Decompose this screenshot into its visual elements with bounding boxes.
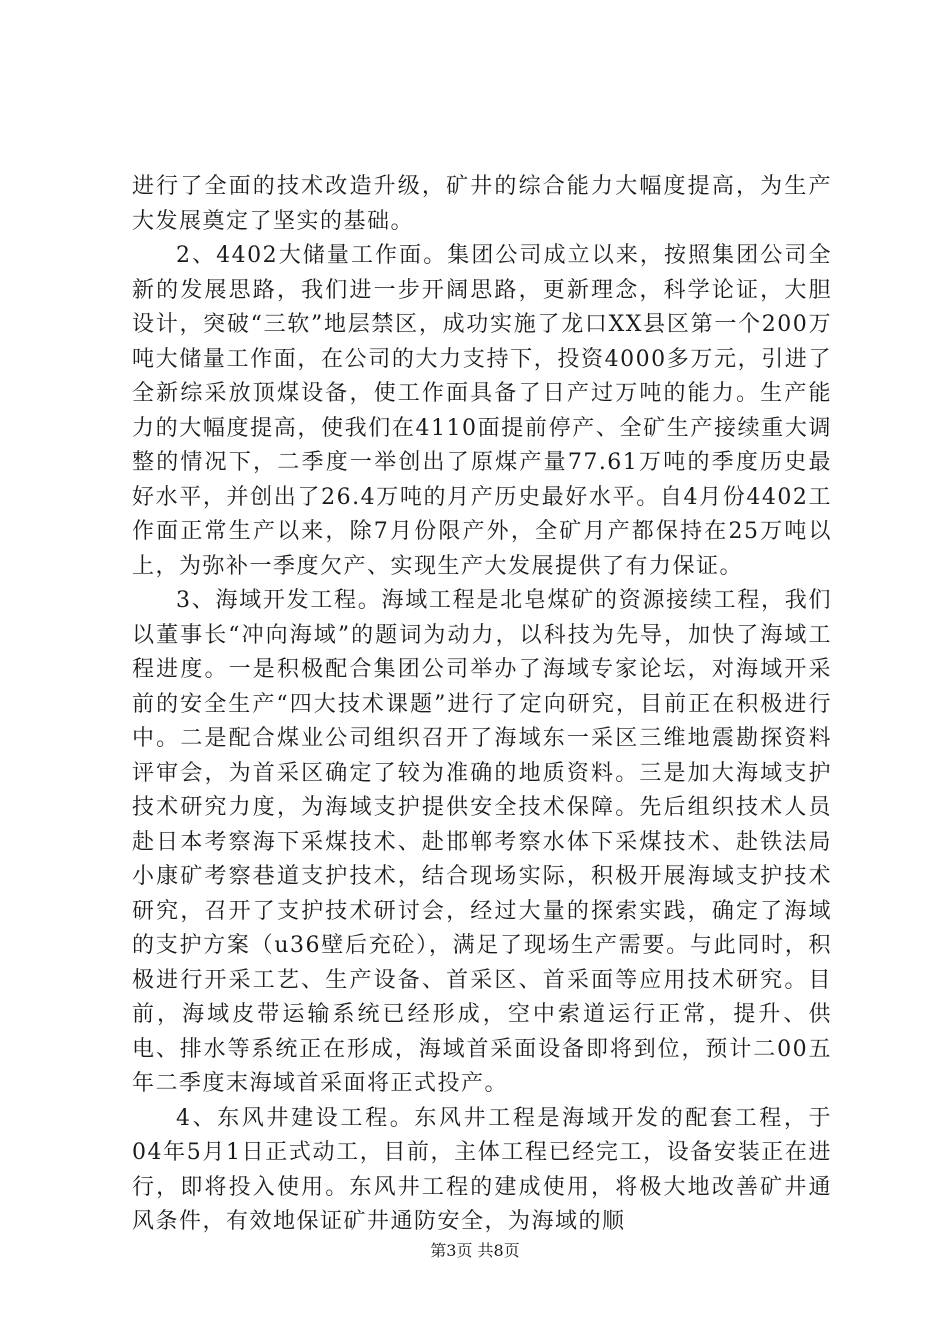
paragraph-dongfeng-shaft: 4、东风井建设工程。东风井工程是海域开发的配套工程，于04年5月1日正式动工，目前，主体工程已经完工，设备安装正在进行，即将投入使用。东风井工程的建成使用，将极大地改善矿井通风条件，有效地保证矿井通防安全，为海域的顺 bbox=[132, 1105, 832, 1234]
paragraph-continuation: 进行了全面的技术改造升级，矿井的综合能力大幅度提高，为生产大发展奠定了坚实的基础。 bbox=[132, 174, 832, 234]
document-body bbox=[132, 170, 832, 1240]
paragraph-sea-area-development: 3、海域开发工程。海域工程是北皂煤矿的资源接续工程，我们以董事长“冲向海域”的题词为动力，以科技为先导，加快了海域工程进度。一是积极配合集团公司举办了海域专家论坛，对海域开采前的安全生产“四大技术课题”进行了定向研究，目前正在积极进行中。二是配合煤业公司组织召开了海域东一采区三维地震勘探资料评审会，为首采区确定了较为准确的地质资料。三是加大海域支护技术研究力度，为海域支护提供安全技术保障。先后组织技术人员赴日本考察海下采煤技术、赴邯郸考察水体下采煤技术、赴铁法局小康矿考察巷道支护技术，结合现场实际，积极开展海域支护技术研究，召开了支护技术研讨会，经过大量的探索实践，确定了海域的支护方案（u36壁后充砼），满足了现场生产需要。与此同时，积极进行开采工艺、生产设备、首采区、首采面等应用技术研究。目前，海域皮带运输系统已经形成，空中索道运行正常，提升、供电、排水等系统正在形成，海域首采面设备即将到位，预计二00五年二季度末海域首采面将正式投产。 bbox=[132, 588, 832, 1096]
paragraph-4402-working-face: 2、4402大储量工作面。集团公司成立以来，按照集团公司全新的发展思路，我们进一步开阔思路，更新理念，科学论证，大胆设计，突破“三软”地层禁区，成功实施了龙口XX县区第一个200万吨大储量工作面，在公司的大力支持下，投资4000多万元，引进了全新综采放顶煤设备，使工作面具备了日产过万吨的能力。生产能力的大幅度提高，使我们在4110面提前停产、全矿生产接续重大调整的情况下，二季度一举创出了原煤产量77.61万吨的季度历史最好水平，并创出了26.4万吨的月产历史最好水平。自4月份4402工作面正常生产以来，除7月份限产外，全矿月产都保持在25万吨以上，为弥补一季度欠产、实现生产大发展提供了有力保证。 bbox=[132, 243, 832, 579]
page-footer: 第3页 共8页 bbox=[430, 1241, 520, 1260]
